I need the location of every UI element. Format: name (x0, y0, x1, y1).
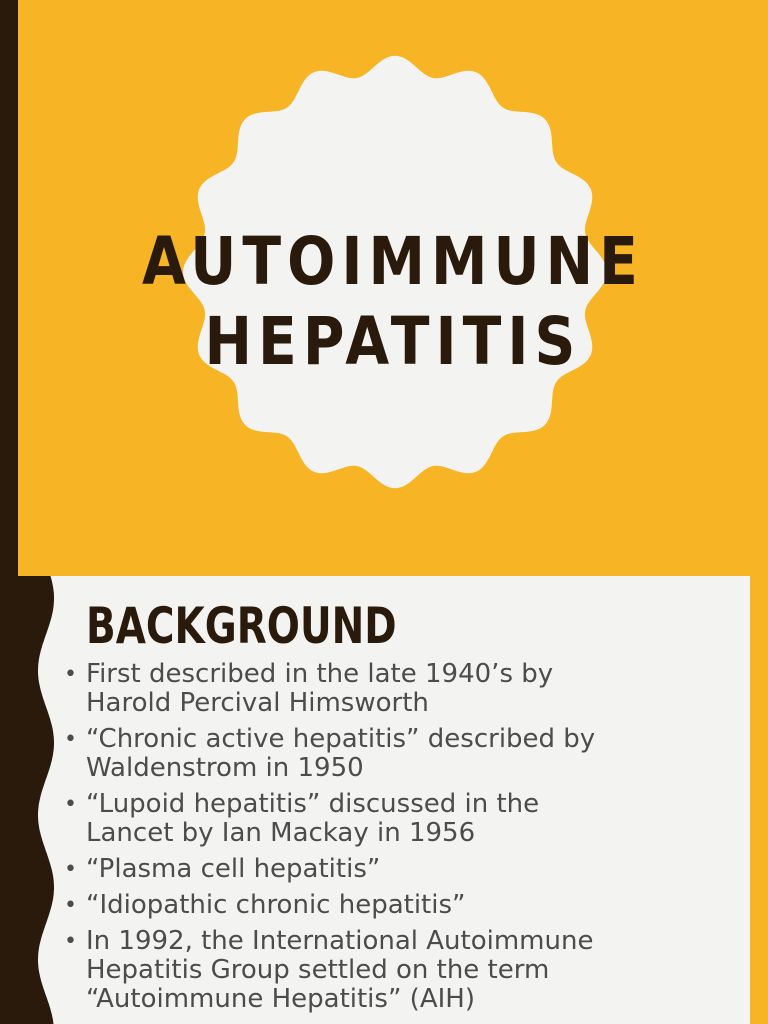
bullet-item (64, 891, 744, 920)
bullet-text-line: “Idiopathic chronic hepatitis” (86, 890, 466, 920)
bullet-dot-icon: • (64, 857, 77, 882)
bullet-item (64, 927, 744, 1014)
bullet-text-line: Lancet by Ian Mackay in 1956 (86, 818, 476, 848)
bullet-text-line: Hepatitis Group settled on the term (86, 955, 550, 985)
wavy-left-border (0, 576, 60, 1024)
bullet-text-line: “Autoimmune Hepatitis” (AIH) (86, 984, 475, 1014)
bullet-list (64, 660, 744, 1021)
bullet-dot-icon: • (64, 727, 77, 752)
bullet-text-line: “Lupoid hepatitis” discussed in the (86, 789, 540, 819)
bullet-dot-icon: • (64, 893, 77, 918)
bullet-dot-icon: • (64, 929, 77, 954)
title-line-2: HEPATITIS (204, 303, 582, 380)
bullet-dot-icon: • (64, 662, 77, 687)
left-edge-bar (0, 0, 18, 576)
bullet-text-line: “Chronic active hepatitis” described by (86, 724, 596, 754)
bullet-item (64, 660, 744, 718)
bullet-text-line: Waldenstrom in 1950 (86, 753, 364, 783)
bullet-text-line: Harold Percival Himsworth (86, 688, 429, 718)
bullet-text-line: First described in the late 1940’s by (86, 659, 554, 689)
bullet-item (64, 790, 744, 848)
bullet-item (64, 725, 744, 783)
title-line-1: AUTOIMMUNE (142, 223, 644, 300)
background-slide (0, 576, 768, 1024)
bullet-text-line: “Plasma cell hepatitis” (86, 854, 381, 884)
slide-title (71, 222, 716, 382)
bullet-dot-icon: • (64, 792, 77, 817)
bullet-text-line: In 1992, the International Autoimmune (86, 926, 594, 956)
section-heading: BACKGROUND (86, 597, 397, 655)
bullet-item (64, 855, 744, 884)
